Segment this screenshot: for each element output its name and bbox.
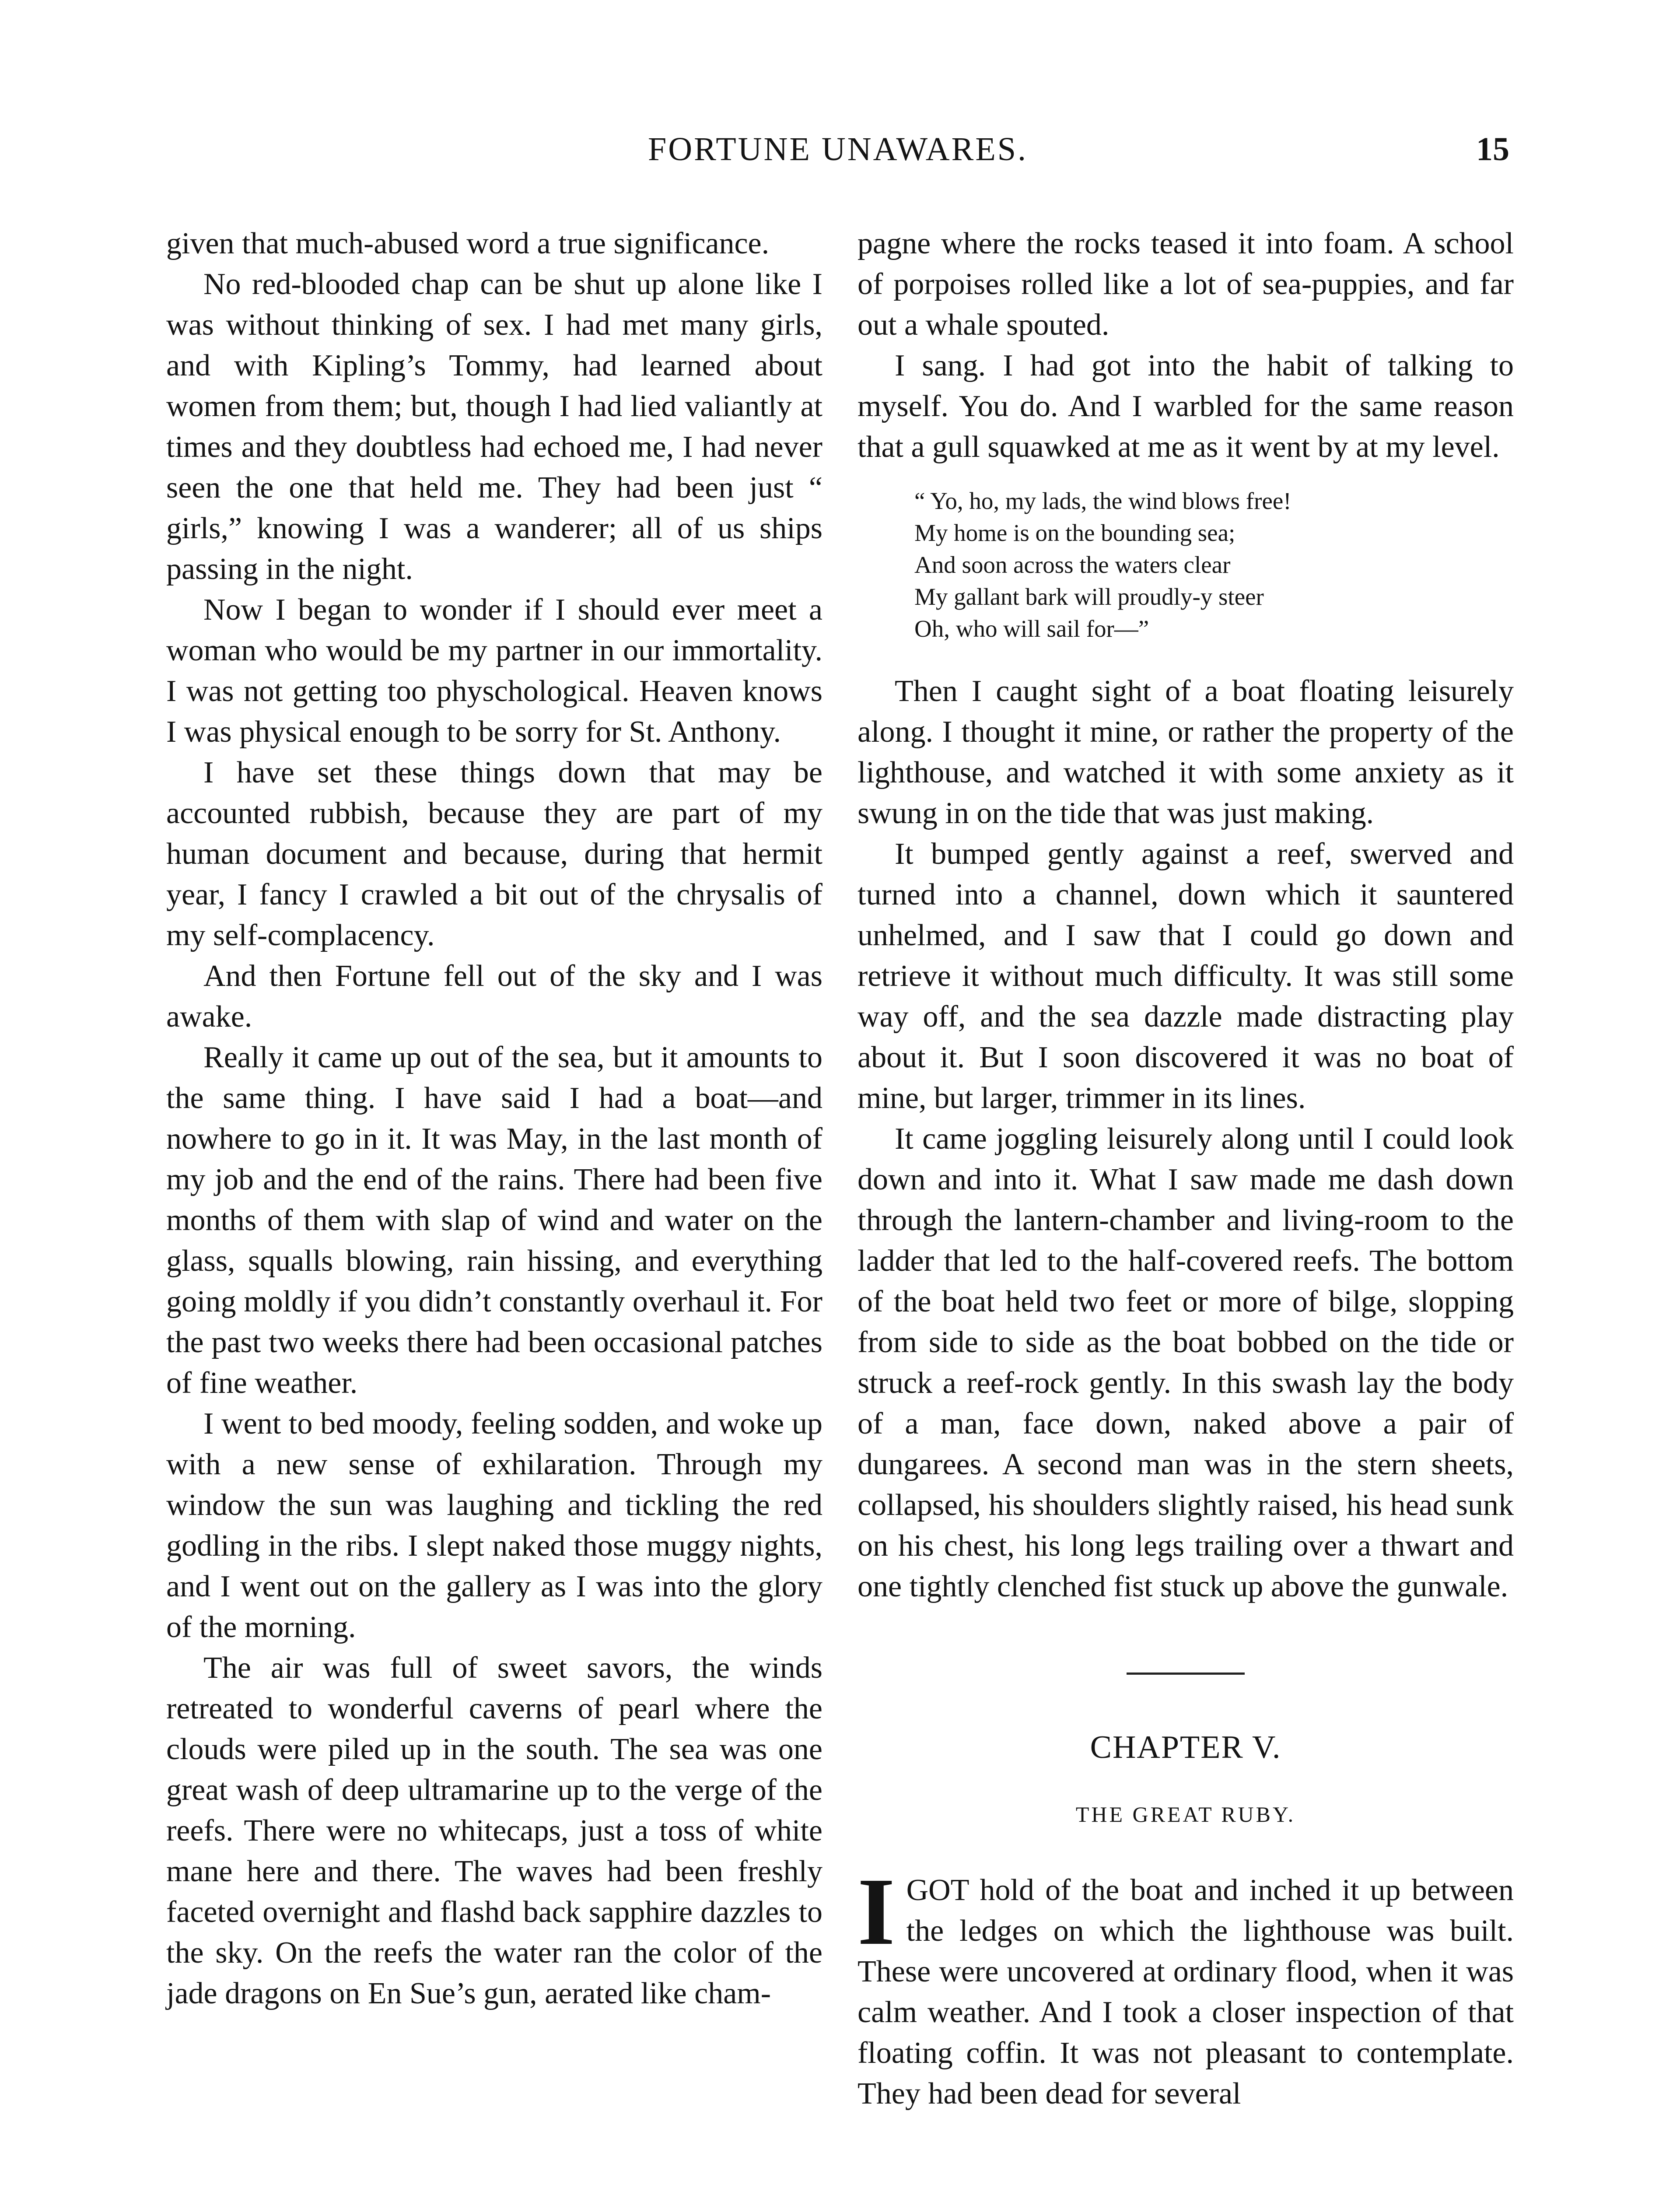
- paragraph: And then Fortune fell out of the sky and I was awake.: [166, 959, 822, 1034]
- paragraph: The air was full of sweet savors, the winds retreated to wonderful caverns of pearl where the clouds were piled up in the south. The sea was one great wash of deep ultramarine up to the verge of the reefs. There were no whitecaps, just a toss of white mane here and there. The waves had been freshly faceted overnight and flashd back sapphire dazzles to the sky. On the reefs the water ran the color of the jade dragons on En Sue’s gun, aerated like cham-: [166, 1651, 822, 2010]
- chapter-opening-text: GOT hold of the boat and inched it up between the ledges on which the lighthouse was built. These were uncovered at ordinary flood, when it was calm weather. And I took a closer inspection of that floating coffin. It was not pleasant to contemplate. They had been dead for several: [858, 1873, 1514, 2111]
- verse-line: Oh, who will sail for—”: [914, 615, 1149, 642]
- verse-line: And soon across the waters clear: [914, 551, 1231, 578]
- left-column: [166, 223, 822, 2014]
- paragraph: It came joggling leisurely along until I could look down and into it. What I saw made me dash down through the lantern-chamber and living-room to the ladder that led to the half-covered reefs. The bottom of the boat held two feet or more of bilge, slopping from side to side as the boat bobbed on the tide or struck a reef-rock gently. In this swash lay the body of a man, face down, naked above a pair of dungarees. A second man was in the stern sheets, collapsed, his shoulders slightly raised, his head sunk on his chest, his long legs trailing over a thwart and one tightly clenched fist stuck up above the gunwale.: [858, 1122, 1514, 1603]
- paragraph: pagne where the rocks teased it into foam. A school of porpoises rolled like a lot of sea-puppies, and far out a whale spouted.: [858, 227, 1514, 342]
- drop-cap: I: [858, 1858, 895, 1965]
- verse-line: My gallant bark will proudly-y steer: [914, 583, 1264, 610]
- page-header: [166, 130, 1509, 183]
- verse-line: “ Yo, ho, my lads, the wind blows free!: [914, 487, 1292, 514]
- verse-line: My home is on the bounding sea;: [914, 519, 1236, 546]
- paragraph: I sang. I had got into the habit of talking to myself. You do. And I warbled for the same reason that a gull squawked at me as it went by at my level.: [858, 349, 1514, 464]
- paragraph: Then I caught sight of a boat floating leisurely along. I thought it mine, or rather the property of the lighthouse, and watched it with some anxiety as it swung in on the tide that was just making.: [858, 674, 1514, 830]
- paragraph: Now I began to wonder if I should ever meet a woman who would be my partner in our immortality. I was not getting too physchological. Heaven knows I was physical enough to be sorry for St. Anthony.: [166, 593, 822, 749]
- chapter-heading: CHAPTER V.: [1090, 1729, 1281, 1765]
- paragraph: I have set these things down that may be accounted rubbish, because they are part of my human document and because, during that hermit year, I fancy I crawled a bit out of the chrysalis of my self-complacency.: [166, 756, 822, 952]
- paragraph: Really it came up out of the sea, but it amounts to the same thing. I have said I had a boat—and nowhere to go in it. It was May, in the last month of my job and the end of the rains. There had been five months of them with slap of wind and water on the glass, squalls blowing, rain hissing, and everything going moldly if you didn’t constantly overhaul it. For the past two weeks there had been occasional patches of fine weather.: [166, 1041, 822, 1400]
- section-divider: [1127, 1673, 1245, 1675]
- paragraph: No red-blooded chap can be shut up alone like I was without thinking of sex. I had met many girls, and with Kipling’s Tommy, had learned about women from them; but, though I had lied valiantly at times and they doubtless had echoed me, I had never seen the one that held me. They had been just “ girls,” knowing I was a wanderer; all of us ships passing in the night.: [166, 267, 822, 586]
- chapter-opening-paragraph: [858, 1858, 1514, 2114]
- chapter-subtitle: THE GREAT RUBY.: [1075, 1802, 1296, 1827]
- paragraph: given that much-abused word a true significance.: [166, 227, 770, 260]
- paragraph: It bumped gently against a reef, swerved and turned into a channel, down which it sauntered unhelmed, and I saw that I could go down and retrieve it without much difficulty. It was still some way off, and the sea dazzle made distracting play about it. But I soon discovered it was no boat of mine, but larger, trimmer in its lines.: [858, 837, 1514, 1115]
- right-column: [858, 223, 1514, 2114]
- paragraph: I went to bed moody, feeling sodden, and woke up with a new sense of exhilaration. Through my window the sun was laughing and tickling the red godling in the ribs. I slept naked those muggy nights, and I went out on the gallery as I was into the glory of the morning.: [166, 1407, 822, 1644]
- page-number: 15: [1476, 131, 1509, 168]
- song-verse: [914, 485, 1514, 645]
- running-title: FORTUNE UNAWARES.: [648, 131, 1028, 168]
